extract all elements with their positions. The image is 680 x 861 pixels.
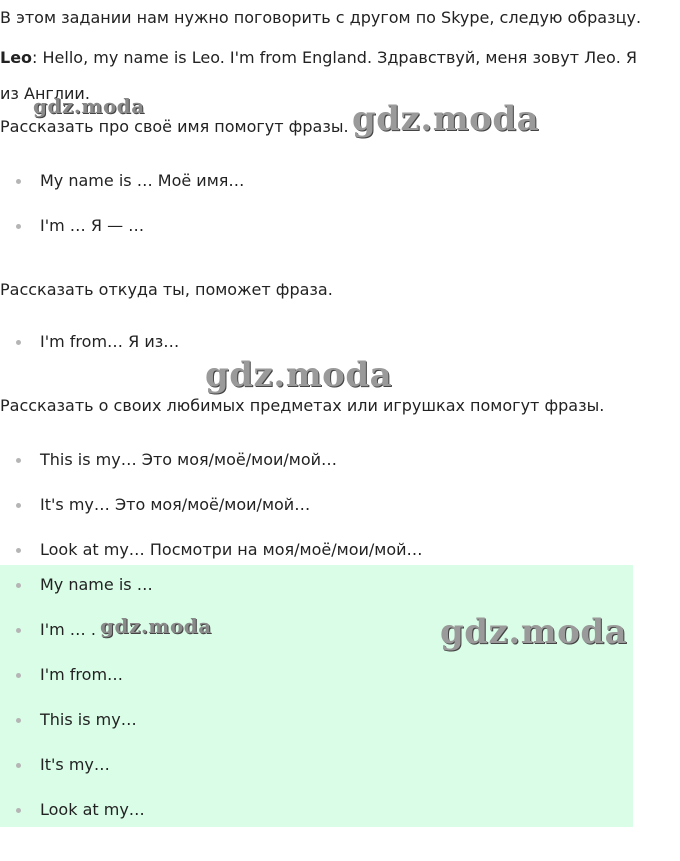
list-item-text: Look at my… Посмотри на моя/моё/мои/мой… — [40, 540, 423, 559]
watermark: gdz.moda — [440, 612, 628, 652]
bullet-icon — [16, 718, 21, 723]
list-item-text: It's my… — [40, 755, 110, 774]
intro-text: В этом задании нам нужно поговорить с другом по Skype, следую образцу. — [0, 8, 642, 27]
section-name-heading: Рассказать про своё имя помогут фразы. — [0, 117, 349, 136]
list-item-text: My name is … Моё имя… — [40, 171, 245, 190]
bullet-icon — [16, 224, 21, 229]
section-things-heading: Рассказать о своих любимых предметах или игрушках помогут фразы. — [0, 396, 605, 415]
watermark: gdz.moda — [352, 99, 540, 139]
bullet-icon — [16, 763, 21, 768]
speaker-name: Leo — [0, 48, 33, 67]
list-item-text: This is my… Это моя/моё/мои/мой… — [40, 450, 338, 469]
list-item — [0, 754, 640, 776]
list-item-text: I'm from… Я из… — [40, 332, 180, 351]
list-item — [0, 709, 640, 731]
list-item — [0, 799, 640, 821]
list-item-text: My name is … — [40, 575, 153, 594]
list-item — [0, 664, 640, 686]
watermark: gdz.moda — [205, 355, 393, 395]
list-item — [0, 494, 640, 516]
bullet-icon — [16, 548, 21, 553]
bullet-icon — [16, 628, 21, 633]
list-item — [0, 539, 640, 561]
list-item — [0, 331, 640, 353]
list-item-text: It's my… Это моя/моё/мои/мой… — [40, 495, 311, 514]
list-item — [0, 449, 640, 471]
list-item-text: I'm … Я — … — [40, 216, 145, 235]
list-item-text: This is my… — [40, 710, 137, 729]
bullet-icon — [16, 583, 21, 588]
list-item-text: I'm from… — [40, 665, 124, 684]
bullet-icon — [16, 673, 21, 678]
list-item — [0, 574, 640, 596]
list-item — [0, 215, 640, 237]
watermark: gdz.moda — [33, 94, 145, 118]
bullet-icon — [16, 340, 21, 345]
bullet-icon — [16, 808, 21, 813]
bullet-icon — [16, 458, 21, 463]
bullet-icon — [16, 503, 21, 508]
section-from-heading: Рассказать откуда ты, поможет фраза. — [0, 280, 333, 299]
bullet-icon — [16, 179, 21, 184]
list-item-text: Look at my… — [40, 800, 145, 819]
list-item — [0, 170, 640, 192]
watermark: gdz.moda — [100, 614, 212, 638]
answer-box — [0, 565, 633, 827]
example-text: : Hello, my name is Leo. I'm from England. Здравствуй, меня зовут Лео. Я из Англии. — [0, 48, 638, 103]
list-item-text: I'm … . — [40, 620, 96, 639]
